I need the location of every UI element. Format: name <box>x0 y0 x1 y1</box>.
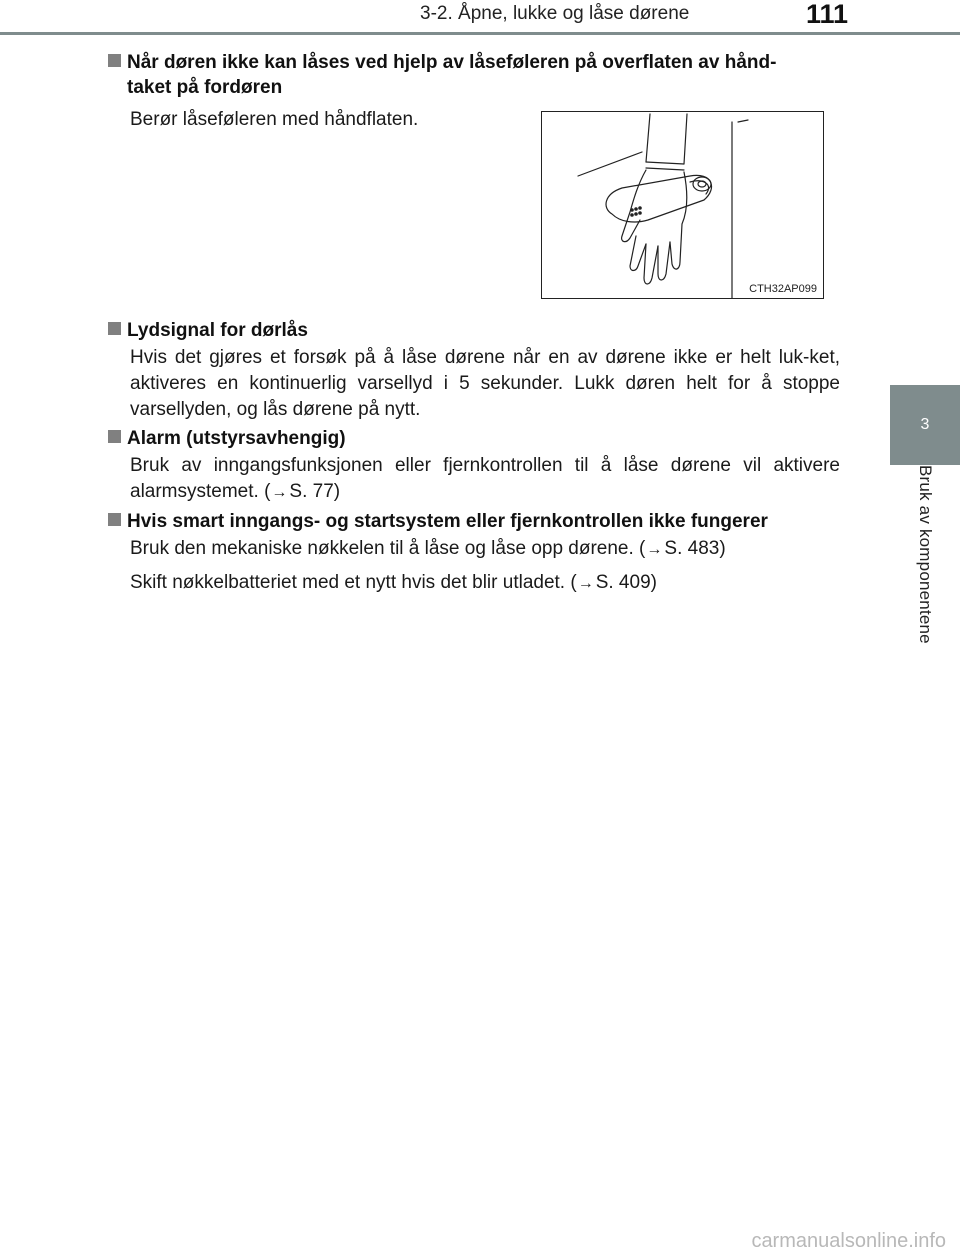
section-body-battery: Skift nøkkelbatteriet med et nytt hvis det blir utladet. (→ S. 409) <box>130 572 657 593</box>
arrow-right-icon: → <box>271 484 288 501</box>
square-bullet-icon <box>108 322 121 335</box>
figure-code: CTH32AP099 <box>749 283 817 295</box>
page-number: 111 <box>806 0 849 29</box>
section-body-door-lock-buzzer: Hvis det gjøres et forsøk på å låse dørene når en av dørene ikke er helt luk-ket, aktiveres en kontinuerlig varsellyd i 5 sekunder. Lukk døren helt for å stoppe varsellyden, og lås dørene på nytt. <box>130 347 840 420</box>
page-reference-link[interactable]: S. 483) <box>664 538 726 559</box>
chapter-side-label <box>890 465 960 705</box>
page-reference-link[interactable]: S. 409) <box>595 572 657 593</box>
chapter-number: 3 <box>920 416 930 433</box>
section-heading-door-lock-buzzer: Lydsignal for dørlås <box>108 318 308 343</box>
chapter-title: Bruk av komponentene <box>916 465 935 644</box>
illustration-hand-on-door-handle <box>541 111 824 299</box>
square-bullet-icon <box>108 430 121 443</box>
arrow-right-icon: → <box>646 541 663 558</box>
section-body-lock-sensor: Berør låseføleren med håndflaten. <box>130 109 419 130</box>
section-body-alarm: Bruk av inngangsfunksjonen eller fjernkontrollen til å låse dørene vil aktivere alarmsystemet. (→ S. 77) <box>130 455 840 502</box>
running-header: 3-2. Åpne, lukke og låse dørene <box>420 3 690 24</box>
arrow-right-icon: → <box>577 575 594 592</box>
square-bullet-icon <box>108 54 121 67</box>
header-rule <box>0 32 960 35</box>
section-heading-alarm: Alarm (utstyrsavhengig) <box>108 426 346 451</box>
chapter-tab <box>890 385 960 465</box>
section-body-mechanical-key: Bruk den mekaniske nøkkelen til å låse og låse opp dørene. (→ S. 483) <box>130 538 726 559</box>
page-reference-link[interactable]: S. 77) <box>289 481 341 502</box>
hand-door-handle-illustration <box>542 112 823 298</box>
watermark: carmanualsonline.info <box>751 1230 946 1252</box>
section-heading-smart-entry-failure: Hvis smart inngangs- og startsystem eller fjernkontrollen ikke fungerer <box>108 509 768 534</box>
square-bullet-icon <box>108 513 121 526</box>
section-heading-lock-sensor: Når døren ikke kan låses ved hjelp av låseføleren på overflaten av hånd- taket på fordøren <box>108 50 776 100</box>
